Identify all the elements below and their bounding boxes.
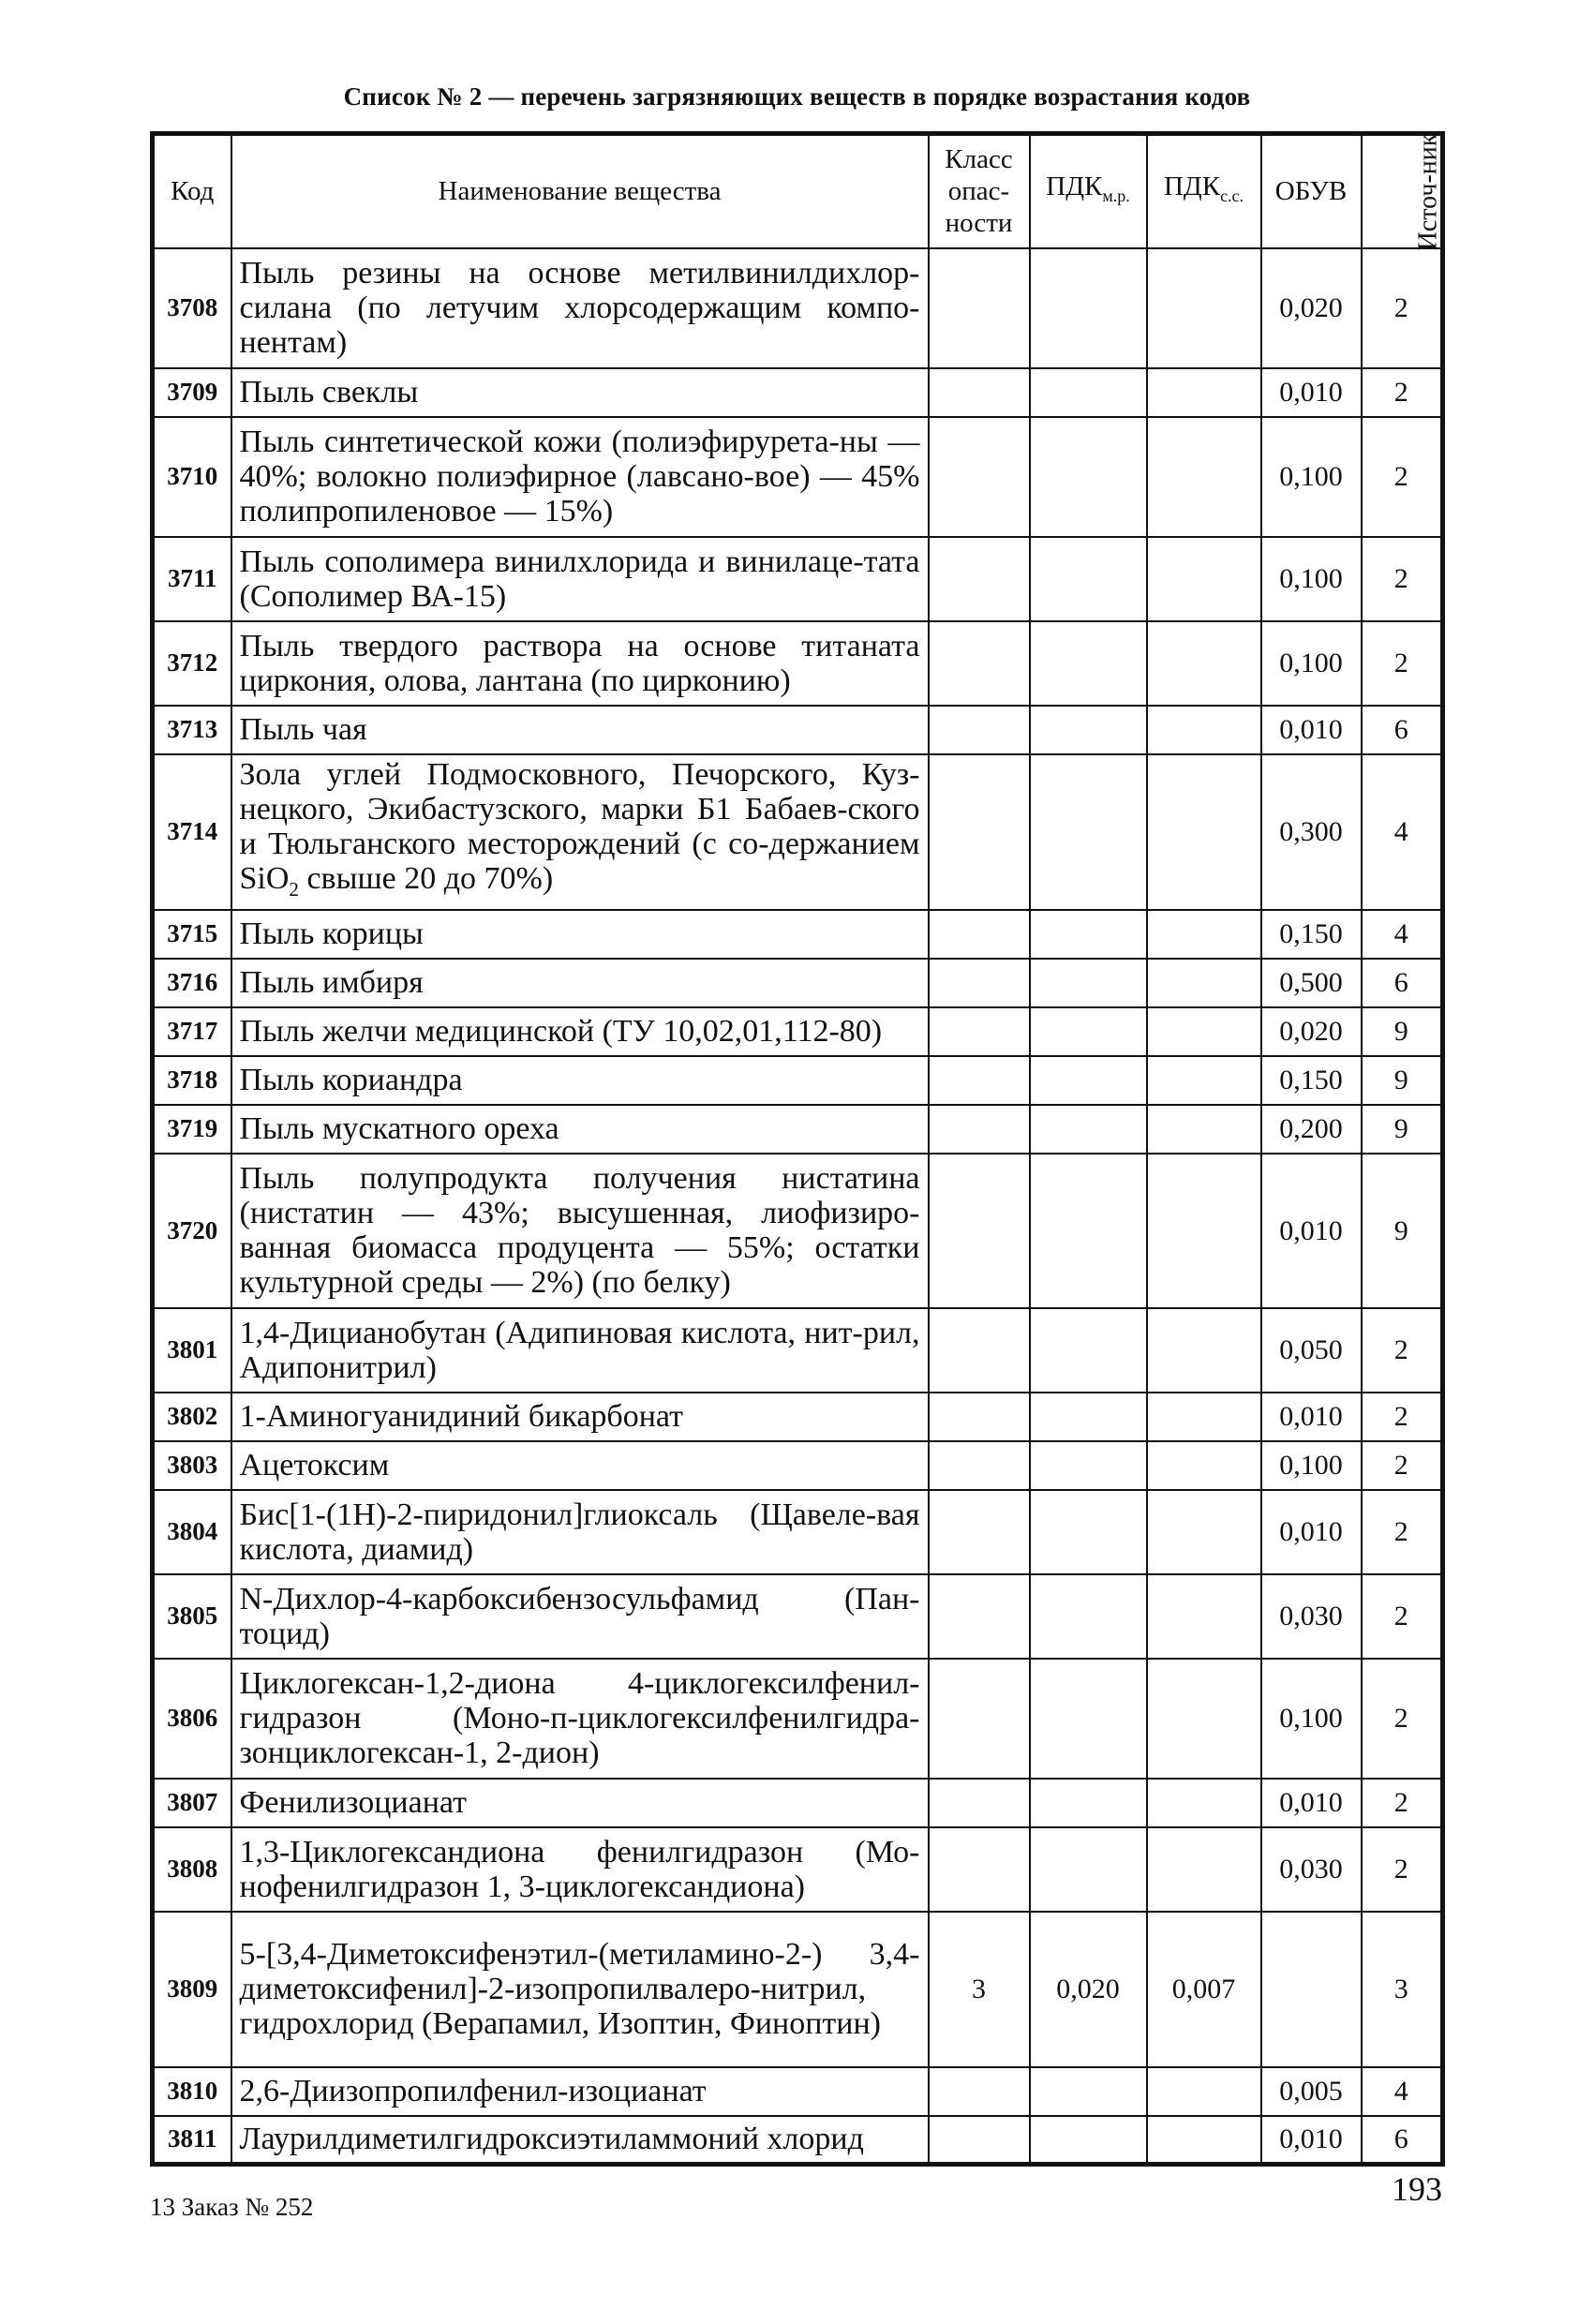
row-hazard-class [929, 2116, 1030, 2165]
header-hazard-class-line1: Класс [945, 144, 1013, 175]
row-name-text: Зола углей Подмосковного, Печорского, Куз-нецкого, Экибастузского, марки Б1 Бабаев-ского и Тюльганского месторождений (с со-держанием SiO [239, 756, 920, 896]
row-source: 2 [1362, 368, 1443, 417]
row-source: 9 [1362, 1154, 1443, 1308]
row-obuv: 0,100 [1261, 537, 1362, 621]
table-row [153, 1779, 1443, 1827]
header-pdk-mr [1030, 134, 1147, 248]
row-pdk-ss [1147, 959, 1261, 1007]
row-source: 2 [1362, 1779, 1443, 1827]
row-code: 3804 [153, 1490, 231, 1574]
row-obuv: 0,030 [1261, 1574, 1362, 1659]
row-pdk-ss [1147, 706, 1261, 754]
row-pdk-ss [1147, 1105, 1261, 1154]
row-code: 3715 [153, 910, 231, 959]
row-pdk-mr [1030, 1574, 1147, 1659]
row-name: 1-Аминогуанидиний бикарбонат [231, 1393, 929, 1441]
row-pdk-ss [1147, 368, 1261, 417]
row-pdk-ss [1147, 621, 1261, 706]
row-pdk-ss [1147, 910, 1261, 959]
row-obuv: 0,050 [1261, 1308, 1362, 1393]
row-pdk-mr [1030, 2116, 1147, 2165]
header-pdk-mr-base: ПДК [1046, 171, 1103, 202]
row-pdk-mr [1030, 1659, 1147, 1779]
row-pdk-mr [1030, 754, 1147, 910]
header-pdk-ss-base: ПДК [1163, 171, 1221, 202]
table-row [153, 537, 1443, 621]
row-pdk-ss [1147, 248, 1261, 368]
row-name: N-Дихлор-4-карбоксибензосульфамид (Пан-тоцид) [231, 1574, 929, 1659]
row-name: Фенилизоцианат [231, 1779, 929, 1827]
row-hazard-class [929, 621, 1030, 706]
row-pdk-mr [1030, 1490, 1147, 1574]
row-source: 6 [1362, 706, 1443, 754]
row-source: 2 [1362, 1827, 1443, 1912]
row-pdk-ss [1147, 1308, 1261, 1393]
row-pdk-mr [1030, 1056, 1147, 1105]
table-row [153, 1441, 1443, 1490]
row-pdk-ss [1147, 1154, 1261, 1308]
row-source: 9 [1362, 1007, 1443, 1056]
row-source: 2 [1362, 248, 1443, 368]
row-source: 2 [1362, 1393, 1443, 1441]
table-row [153, 248, 1443, 368]
row-pdk-ss [1147, 2116, 1261, 2165]
row-pdk-ss [1147, 1007, 1261, 1056]
page-number: 193 [1392, 2170, 1442, 2208]
header-hazard-class-line2: опас- [947, 176, 1010, 207]
row-pdk-mr [1030, 1779, 1147, 1827]
row-code: 3711 [153, 537, 231, 621]
row-code: 3720 [153, 1154, 231, 1308]
row-hazard-class [929, 2067, 1030, 2116]
row-pdk-ss [1147, 1659, 1261, 1779]
header-code: Код [153, 134, 231, 248]
table-row [153, 706, 1443, 754]
row-name: Пыль мускатного ореха [231, 1105, 929, 1154]
row-code: 3805 [153, 1574, 231, 1659]
row-pdk-mr [1030, 1007, 1147, 1056]
row-hazard-class [929, 959, 1030, 1007]
header-pdk-ss [1147, 134, 1261, 248]
row-name-subscript: 2 [289, 877, 299, 901]
row-code: 3801 [153, 1308, 231, 1393]
table-row [153, 1154, 1443, 1308]
row-pdk-ss [1147, 1574, 1261, 1659]
row-name: Пыль резины на основе метилвинилдихлор-силана (по летучим хлорсодержащим компо-нентам) [231, 248, 929, 368]
row-name [231, 754, 929, 910]
table-row [153, 368, 1443, 417]
row-hazard-class [929, 1779, 1030, 1827]
row-name: 1,4-Дицианобутан (Адипиновая кислота, нит-рил, Адипонитрил) [231, 1308, 929, 1393]
row-code: 3802 [153, 1393, 231, 1441]
row-pdk-mr [1030, 706, 1147, 754]
row-source: 6 [1362, 2116, 1443, 2165]
row-pdk-mr [1030, 621, 1147, 706]
row-name: Пыль чая [231, 706, 929, 754]
row-obuv: 0,100 [1261, 417, 1362, 537]
row-obuv: 0,200 [1261, 1105, 1362, 1154]
row-code: 3710 [153, 417, 231, 537]
header-hazard-class [929, 134, 1030, 248]
row-hazard-class [929, 1574, 1030, 1659]
row-source: 2 [1362, 537, 1443, 621]
row-source: 3 [1362, 1912, 1443, 2067]
table-row [153, 1490, 1443, 1574]
row-pdk-mr [1030, 2067, 1147, 2116]
row-obuv: 0,150 [1261, 1056, 1362, 1105]
table-row [153, 1007, 1443, 1056]
header-name: Наименование вещества [231, 134, 929, 248]
row-name: 2,6-Диизопропилфенил-изоцианат [231, 2067, 929, 2116]
row-hazard-class [929, 910, 1030, 959]
row-pdk-ss [1147, 1779, 1261, 1827]
row-code: 3708 [153, 248, 231, 368]
row-name: Пыль синтетической кожи (полиэфирурета-ны — 40%; волокно полиэфирное (лавсано-вое) — 45% полипропиленовое — 15%) [231, 417, 929, 537]
row-hazard-class [929, 537, 1030, 621]
row-obuv: 0,020 [1261, 1007, 1362, 1056]
table-row [153, 1827, 1443, 1912]
row-hazard-class [929, 706, 1030, 754]
row-obuv: 0,100 [1261, 621, 1362, 706]
row-code: 3809 [153, 1912, 231, 2067]
row-pdk-mr [1030, 248, 1147, 368]
row-pdk-mr: 0,020 [1030, 1912, 1147, 2067]
row-source: 2 [1362, 1574, 1443, 1659]
row-obuv: 0,500 [1261, 959, 1362, 1007]
row-pdk-ss [1147, 754, 1261, 910]
row-hazard-class [929, 1659, 1030, 1779]
row-hazard-class [929, 1308, 1030, 1393]
row-name: 5-[3,4-Диметоксифенэтил-(метиламино-2-) 3,4-диметоксифенил]-2-изопропилвалеро-нитрил, гидрохлорид (Верапамил, Изоптин, Финоптин) [231, 1912, 929, 2067]
order-number: 13 Заказ № 252 [150, 2193, 314, 2221]
header-hazard-class-line3: ности [945, 208, 1013, 239]
row-code: 3806 [153, 1659, 231, 1779]
table-row [153, 754, 1443, 910]
row-source: 4 [1362, 2067, 1443, 2116]
row-pdk-mr [1030, 537, 1147, 621]
row-source: 2 [1362, 1308, 1443, 1393]
row-name: Пыль желчи медицинской (ТУ 10,02,01,112-80) [231, 1007, 929, 1056]
table-row [153, 910, 1443, 959]
table-row [153, 1574, 1443, 1659]
header-row [153, 134, 1443, 248]
row-code: 3807 [153, 1779, 231, 1827]
row-hazard-class [929, 1007, 1030, 1056]
row-source: 2 [1362, 417, 1443, 537]
row-source: 9 [1362, 1105, 1443, 1154]
row-source: 4 [1362, 910, 1443, 959]
row-hazard-class [929, 1393, 1030, 1441]
row-source: 9 [1362, 1056, 1443, 1105]
row-source: 4 [1362, 754, 1443, 910]
row-hazard-class [929, 1827, 1030, 1912]
header-pdk-ss-sub: с.с. [1220, 186, 1244, 206]
row-pdk-ss [1147, 2067, 1261, 2116]
row-obuv: 0,010 [1261, 1393, 1362, 1441]
row-source: 2 [1362, 1490, 1443, 1574]
row-hazard-class [929, 1441, 1030, 1490]
row-name: Бис[1-(1Н)-2-пиридонил]глиоксаль (Щавеле-вая кислота, диамид) [231, 1490, 929, 1574]
page-title: Список № 2 — перечень загрязняющих веществ в порядке возрастания кодов [343, 82, 1251, 111]
row-pdk-ss [1147, 417, 1261, 537]
row-hazard-class [929, 1490, 1030, 1574]
row-obuv: 0,020 [1261, 248, 1362, 368]
row-obuv: 0,300 [1261, 754, 1362, 910]
row-code: 3716 [153, 959, 231, 1007]
row-pdk-mr [1030, 1105, 1147, 1154]
row-obuv: 0,030 [1261, 1827, 1362, 1912]
row-code: 3808 [153, 1827, 231, 1912]
row-pdk-mr [1030, 368, 1147, 417]
row-code: 3717 [153, 1007, 231, 1056]
row-name: Пыль корицы [231, 910, 929, 959]
row-pdk-ss: 0,007 [1147, 1912, 1261, 2067]
row-code: 3803 [153, 1441, 231, 1490]
row-code: 3709 [153, 368, 231, 417]
row-name: Пыль твердого раствора на основе титаната циркония, олова, лантана (по цирконию) [231, 621, 929, 706]
row-code: 3719 [153, 1105, 231, 1154]
table-row [153, 1912, 1443, 2067]
table-row [153, 1308, 1443, 1393]
row-code: 3712 [153, 621, 231, 706]
pollutants-table [150, 131, 1445, 2167]
row-hazard-class [929, 248, 1030, 368]
row-code: 3811 [153, 2116, 231, 2165]
row-code: 3714 [153, 754, 231, 910]
row-name: Пыль сополимера винилхлорида и винилаце-тата (Сополимер ВА-15) [231, 537, 929, 621]
row-code: 3810 [153, 2067, 231, 2116]
row-name: Лаурилдиметилгидроксиэтиламмоний хлорид [231, 2116, 929, 2165]
row-obuv: 0,010 [1261, 2116, 1362, 2165]
table-row [153, 417, 1443, 537]
row-pdk-ss [1147, 537, 1261, 621]
row-hazard-class [929, 417, 1030, 537]
table-row [153, 2116, 1443, 2165]
row-source: 6 [1362, 959, 1443, 1007]
row-pdk-ss [1147, 1490, 1261, 1574]
row-pdk-mr [1030, 417, 1147, 537]
header-pdk-mr-sub: м.р. [1102, 186, 1130, 206]
row-pdk-mr [1030, 1308, 1147, 1393]
table-row [153, 2067, 1443, 2116]
row-obuv: 0,010 [1261, 706, 1362, 754]
row-obuv: 0,010 [1261, 1154, 1362, 1308]
row-name: Пыль имбиря [231, 959, 929, 1007]
table-row [153, 1105, 1443, 1154]
row-name: Ацетоксим [231, 1441, 929, 1490]
header-obuv: ОБУВ [1261, 134, 1362, 248]
row-source: 2 [1362, 621, 1443, 706]
row-code: 3718 [153, 1056, 231, 1105]
row-obuv: 0,100 [1261, 1659, 1362, 1779]
row-pdk-mr [1030, 1393, 1147, 1441]
row-hazard-class [929, 1056, 1030, 1105]
row-hazard-class [929, 1105, 1030, 1154]
row-obuv: 0,150 [1261, 910, 1362, 959]
row-pdk-mr [1030, 1441, 1147, 1490]
row-pdk-ss [1147, 1441, 1261, 1490]
row-pdk-mr [1030, 1827, 1147, 1912]
header-source-text: Источ-ник [1412, 133, 1442, 251]
row-name: Пыль кориандра [231, 1056, 929, 1105]
row-pdk-mr [1030, 910, 1147, 959]
table-row [153, 1659, 1443, 1779]
row-hazard-class [929, 1154, 1030, 1308]
row-name: Циклогексан-1,2-диона 4-циклогексилфенил-гидразон (Моно-п-циклогексилфенилгидра-зонциклогексан-1, 2-дион) [231, 1659, 929, 1779]
row-name: Пыль свеклы [231, 368, 929, 417]
row-obuv [1261, 1912, 1362, 2067]
row-source: 2 [1362, 1659, 1443, 1779]
row-source: 2 [1362, 1441, 1443, 1490]
row-name-text-tail: свыше 20 до 70%) [298, 860, 554, 896]
row-obuv: 0,010 [1261, 1779, 1362, 1827]
row-hazard-class: 3 [929, 1912, 1030, 2067]
row-pdk-mr [1030, 1154, 1147, 1308]
table-row [153, 959, 1443, 1007]
row-name: Пыль полупродукта получения нистатина (нистатин — 43%; высушенная, лиофизиро-ванная биомасса продуцента — 55%; остатки культурной среды — 2%) (по белку) [231, 1154, 929, 1308]
row-hazard-class [929, 754, 1030, 910]
row-pdk-ss [1147, 1056, 1261, 1105]
row-hazard-class [929, 368, 1030, 417]
table-row [153, 1056, 1443, 1105]
row-obuv: 0,005 [1261, 2067, 1362, 2116]
table-row [153, 1393, 1443, 1441]
row-pdk-ss [1147, 1393, 1261, 1441]
row-name: 1,3-Циклогександиона фенилгидразон (Мо-нофенилгидразон 1, 3-циклогександиона) [231, 1827, 929, 1912]
header-source [1362, 133, 1443, 251]
table-row [153, 621, 1443, 706]
row-obuv: 0,010 [1261, 1490, 1362, 1574]
row-obuv: 0,010 [1261, 368, 1362, 417]
row-obuv: 0,100 [1261, 1441, 1362, 1490]
row-pdk-ss [1147, 1827, 1261, 1912]
row-pdk-mr [1030, 959, 1147, 1007]
row-code: 3713 [153, 706, 231, 754]
